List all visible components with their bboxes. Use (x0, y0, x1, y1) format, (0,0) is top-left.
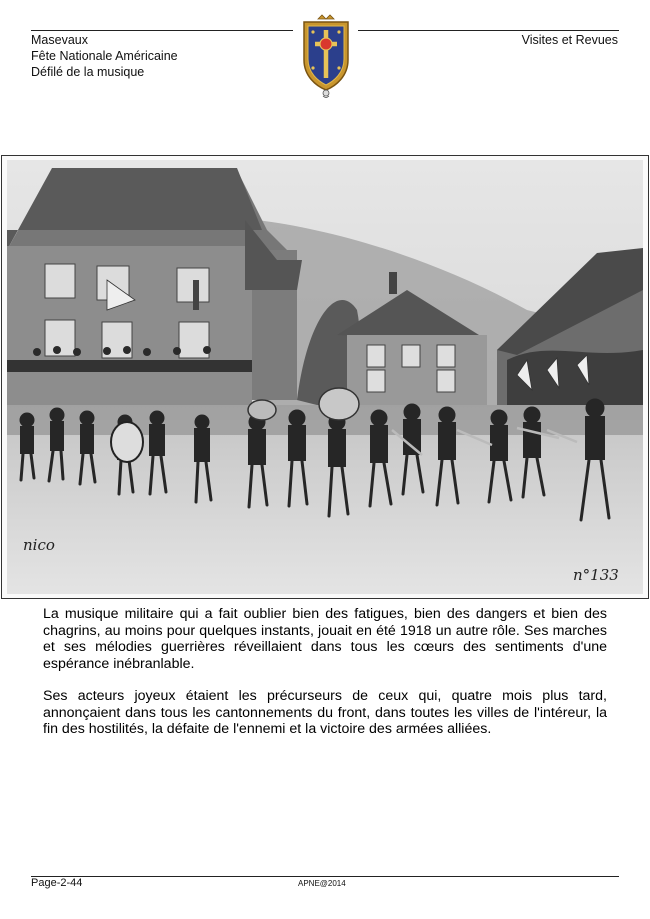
header-rule-left (31, 30, 293, 31)
header-location (31, 32, 178, 80)
footer-rule (31, 876, 619, 877)
photo-number: n°133 (573, 566, 619, 584)
parade-photograph (7, 160, 643, 594)
header-line-3: Défilé de la musique (31, 65, 145, 79)
body-paragraph-2: Ses acteurs joyeux étaient les précurseurs de ceux qui, quatre mois plus tard, annonçaient dans tous les cantonnements du front, dans toutes les villes de l'intéreur, la fin des hostilités, la défaite de l'ennemi et la victoire des armées alliées. (43, 688, 607, 737)
page-number: Page-2-44 (31, 877, 83, 889)
photo-frame (1, 155, 649, 599)
copyright: APNE@2014 (298, 879, 346, 888)
coat-of-arms-icon (298, 14, 354, 98)
header-section-title: Visites et Revues (521, 33, 618, 47)
header-line-1: Masevaux (31, 33, 88, 47)
body-paragraph-1: La musique militaire qui a fait oublier bien des fatigues, bien des dangers et bien des chagrins, au moins pour quelques instants, jouait en été 1918 un autre rôle. Ses marches et ses mélodies guerrières réveillaient dans tous les cœurs des sentiments d'une espérance inébranlable. (43, 606, 607, 672)
header-line-2: Fête Nationale Américaine (31, 49, 178, 63)
photo-signature: nico (23, 536, 55, 554)
header-rule-right (358, 30, 619, 31)
